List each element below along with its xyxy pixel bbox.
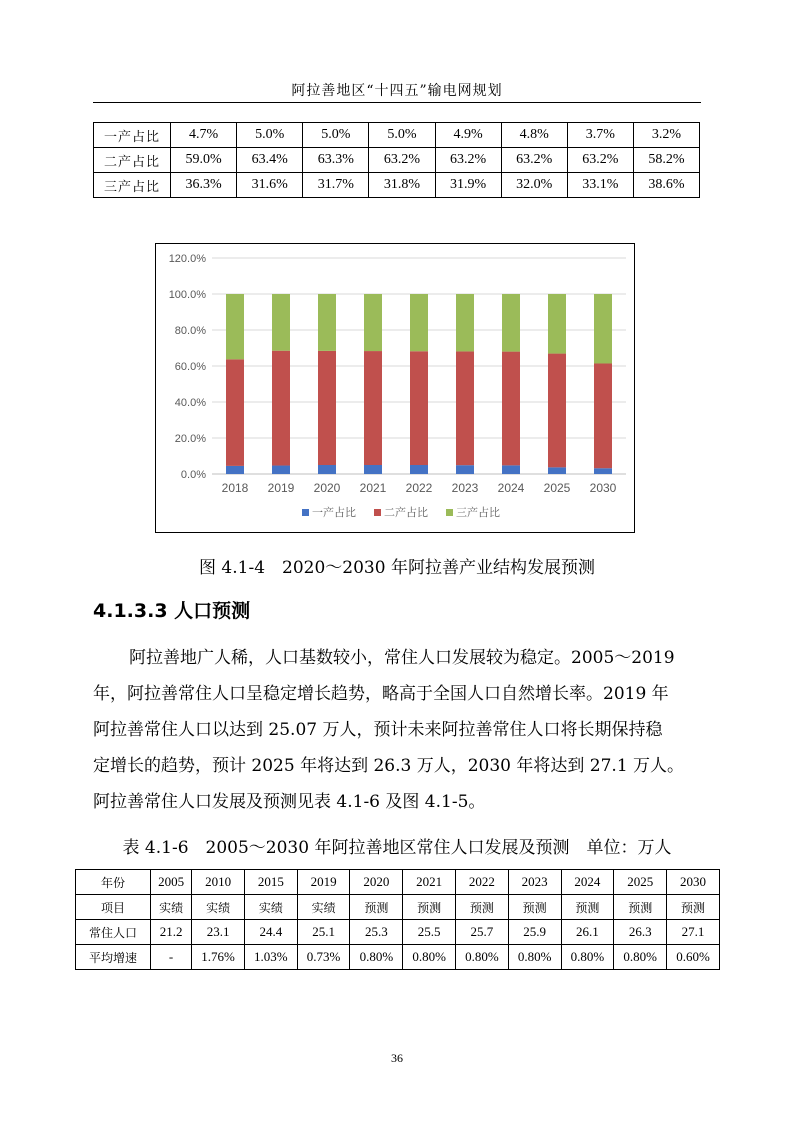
bar-segment [226, 466, 244, 474]
row-label: 一产占比 [94, 123, 171, 148]
table-cell: 32.0% [501, 173, 567, 198]
bar-segment [272, 294, 290, 351]
table-cell: 0.60% [667, 945, 720, 970]
table-cell: 0.80% [350, 945, 403, 970]
table-cell: 24.4 [244, 920, 297, 945]
table-cell: 4.9% [435, 123, 501, 148]
running-header: 阿拉善地区“十四五”输电网规划 [291, 83, 503, 99]
bar-segment [410, 465, 428, 474]
bar-segment [502, 294, 520, 352]
bar-segment [502, 352, 520, 466]
table-cell: 5.0% [237, 123, 303, 148]
table-caption: 表 4.1-6 2005～2030 年阿拉善地区常住人口发展及预测 单位：万人 [122, 838, 672, 858]
bar-segment [548, 294, 566, 354]
table-cell: 预测 [403, 895, 456, 920]
table-cell: 预测 [350, 895, 403, 920]
bar-segment [456, 351, 474, 465]
table-row [76, 920, 720, 945]
table-cell: 26.1 [561, 920, 614, 945]
table-cell: 25.7 [456, 920, 509, 945]
table-cell: 63.2% [567, 148, 633, 173]
bar-segment [318, 294, 336, 351]
table-cell: 1.76% [192, 945, 245, 970]
industry-share-table [93, 122, 700, 198]
section-number: 4.1.3.3 [93, 600, 168, 622]
x-tick-label: 2025 [543, 481, 571, 495]
industry-structure-chart [155, 243, 635, 533]
bar-segment [456, 465, 474, 474]
table-cell: 2021 [403, 870, 456, 895]
y-tick-label: 0.0% [180, 469, 206, 481]
y-tick-label: 120.0% [168, 253, 206, 265]
x-tick-label: 2021 [359, 481, 387, 495]
row-label: 平均增速 [76, 945, 151, 970]
legend-label: 三产占比 [456, 506, 500, 519]
table-cell: 0.73% [297, 945, 350, 970]
table-cell: 3.2% [633, 123, 699, 148]
table-cell: 0.80% [508, 945, 561, 970]
table-cell: 实绩 [151, 895, 192, 920]
section-heading [93, 596, 250, 623]
table-row [94, 123, 700, 148]
table-cell: 预测 [561, 895, 614, 920]
table-cell: 1.03% [244, 945, 297, 970]
table-cell: 63.2% [435, 148, 501, 173]
figure-caption: 图 4.1-4 2020～2030 年阿拉善产业结构发展预测 [199, 558, 595, 578]
paragraph-line: 定增长的趋势，预计 2025 年将达到 26.3 万人，2030 年将达到 27.1 万人。 [93, 756, 685, 776]
y-tick-label: 40.0% [174, 397, 206, 409]
table-row [76, 870, 720, 895]
table-cell: 36.3% [171, 173, 237, 198]
chart-canvas [156, 244, 634, 532]
table-cell: 38.6% [633, 173, 699, 198]
bar-segment [318, 351, 336, 465]
x-tick-label: 2018 [221, 481, 249, 495]
table-cell: 59.0% [171, 148, 237, 173]
bar-segment [318, 465, 336, 474]
y-tick-label: 80.0% [174, 325, 206, 337]
table-row [76, 945, 720, 970]
table-cell: 63.2% [369, 148, 435, 173]
table-cell: 31.9% [435, 173, 501, 198]
bar-segment [502, 465, 520, 474]
table-cell: 实绩 [192, 895, 245, 920]
table-cell: 63.4% [237, 148, 303, 173]
table-cell: 预测 [456, 895, 509, 920]
paragraph-line: 阿拉善地广人稀，人口基数较小，常住人口发展较为稳定。2005～2019 [129, 648, 675, 668]
y-tick-label: 20.0% [174, 433, 206, 445]
x-tick-label: 2022 [405, 481, 433, 495]
table-cell: 26.3 [614, 920, 667, 945]
table-cell: 25.5 [403, 920, 456, 945]
table-cell: 0.80% [561, 945, 614, 970]
paragraph-line: 阿拉善常住人口以达到 25.07 万人，预计未来阿拉善常住人口将长期保持稳 [93, 720, 663, 740]
legend-swatch [302, 509, 309, 516]
y-tick-label: 60.0% [174, 361, 206, 373]
paragraph-line: 阿拉善常住人口发展及预测见表 4.1-6 及图 4.1-5。 [93, 792, 486, 812]
table-cell: 2010 [192, 870, 245, 895]
table-row [76, 895, 720, 920]
legend-swatch [374, 509, 381, 516]
table-cell: 2022 [456, 870, 509, 895]
bar-segment [364, 465, 382, 474]
table-cell: 预测 [508, 895, 561, 920]
legend-label: 一产占比 [312, 506, 356, 519]
page-number: 36 [391, 1051, 403, 1065]
table-cell: 预测 [667, 895, 720, 920]
bar-segment [226, 359, 244, 466]
table-cell: 0.80% [456, 945, 509, 970]
table-cell: 5.0% [369, 123, 435, 148]
bar-segment [548, 467, 566, 474]
bar-segment [594, 294, 612, 363]
x-tick-label: 2020 [313, 481, 341, 495]
section-title: 人口预测 [174, 600, 251, 622]
population-paragraph [93, 640, 703, 820]
table-cell: 3.7% [567, 123, 633, 148]
table-cell: 25.9 [508, 920, 561, 945]
table-cell: 2020 [350, 870, 403, 895]
bar-segment [594, 363, 612, 468]
x-tick-label: 2030 [589, 481, 617, 495]
table-cell: 63.3% [303, 148, 369, 173]
bar-segment [364, 294, 382, 351]
row-label: 二产占比 [94, 148, 171, 173]
x-tick-label: 2023 [451, 481, 479, 495]
table-cell: 2030 [667, 870, 720, 895]
table-cell: 31.8% [369, 173, 435, 198]
table-cell: 23.1 [192, 920, 245, 945]
row-label: 三产占比 [94, 173, 171, 198]
table-cell: 2024 [561, 870, 614, 895]
legend-label: 二产占比 [384, 506, 428, 519]
table-cell: - [151, 945, 192, 970]
table-row [94, 148, 700, 173]
x-tick-label: 2024 [497, 481, 525, 495]
table-cell: 4.8% [501, 123, 567, 148]
row-label: 常住人口 [76, 920, 151, 945]
paragraph-line: 年，阿拉善常住人口呈稳定增长趋势，略高于全国人口自然增长率。2019 年 [93, 684, 669, 704]
table-cell: 实绩 [244, 895, 297, 920]
row-label: 年份 [76, 870, 151, 895]
bar-segment [226, 294, 244, 359]
table-cell: 31.6% [237, 173, 303, 198]
table-cell: 27.1 [667, 920, 720, 945]
table-row [94, 173, 700, 198]
bar-segment [272, 466, 290, 474]
bar-segment [548, 354, 566, 468]
table-cell: 4.7% [171, 123, 237, 148]
table-cell: 58.2% [633, 148, 699, 173]
header-rule [93, 102, 701, 103]
table-cell: 63.2% [501, 148, 567, 173]
table-cell: 31.7% [303, 173, 369, 198]
legend-swatch [446, 509, 453, 516]
bar-segment [410, 351, 428, 465]
table-cell: 2015 [244, 870, 297, 895]
bar-segment [364, 351, 382, 465]
bar-segment [272, 351, 290, 466]
row-label: 项目 [76, 895, 151, 920]
bar-segment [456, 294, 474, 351]
y-tick-label: 100.0% [168, 289, 206, 301]
table-cell: 33.1% [567, 173, 633, 198]
table-cell: 2005 [151, 870, 192, 895]
table-cell: 2025 [614, 870, 667, 895]
x-tick-label: 2019 [267, 481, 295, 495]
table-cell: 25.1 [297, 920, 350, 945]
population-table [75, 869, 720, 970]
bar-segment [410, 294, 428, 351]
table-cell: 25.3 [350, 920, 403, 945]
table-cell: 5.0% [303, 123, 369, 148]
table-cell: 0.80% [403, 945, 456, 970]
table-cell: 预测 [614, 895, 667, 920]
table-cell: 实绩 [297, 895, 350, 920]
table-cell: 2023 [508, 870, 561, 895]
table-cell: 2019 [297, 870, 350, 895]
table-cell: 0.80% [614, 945, 667, 970]
table-cell: 21.2 [151, 920, 192, 945]
bar-segment [594, 468, 612, 474]
